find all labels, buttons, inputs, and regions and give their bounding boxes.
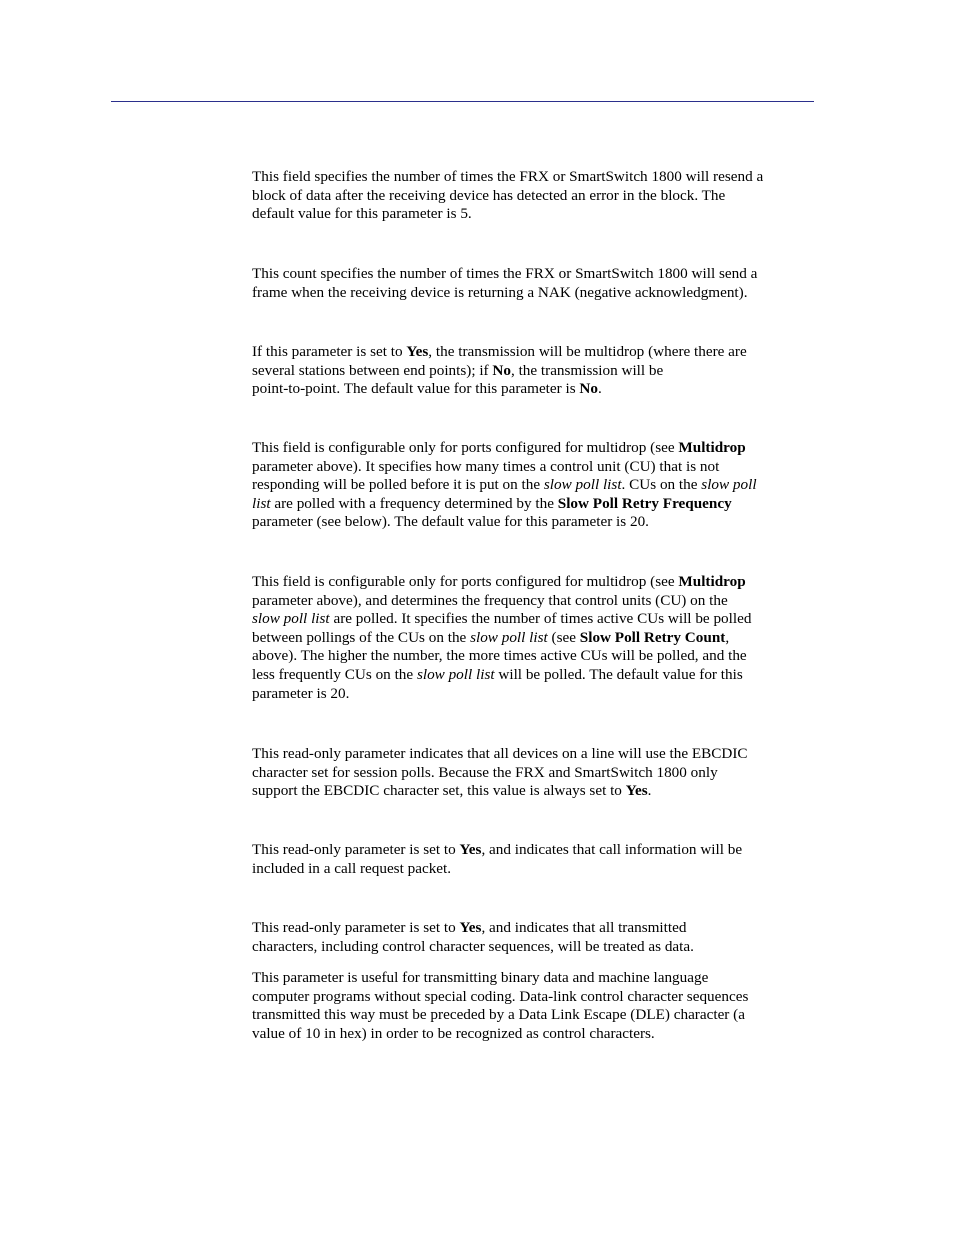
paragraph-slow-poll-retry-count — [252, 439, 818, 532]
text-segment: will be polled. The default value for this — [494, 665, 743, 683]
text-segment: character set for session polls. Because the FRX and SmartSwitch 1800 only — [252, 763, 718, 781]
text-segment: are polled. It specifies the number of times active CUs will be polled — [329, 610, 752, 628]
text-line — [252, 513, 818, 532]
bold-term: Yes — [406, 343, 429, 360]
text-line — [252, 265, 818, 284]
bold-term: Multidrop — [678, 439, 746, 456]
text-line — [252, 629, 818, 648]
text-segment: default value for this parameter is 5. — [252, 205, 472, 223]
text-line — [252, 476, 818, 495]
text-segment: are polled with a frequency determined by the — [270, 494, 558, 512]
text-line — [252, 647, 818, 666]
bold-term: Yes — [625, 782, 648, 800]
bold-term: Slow Poll Retry Frequency — [557, 494, 732, 512]
text-line — [252, 1025, 818, 1044]
text-segment: , the transmission will be multidrop (where there are — [428, 343, 747, 360]
paragraph-slow-poll-retry-frequency — [252, 573, 818, 703]
text-segment: parameter above), and determines the frequency that control units (CU) on the — [252, 591, 728, 609]
text-line — [252, 362, 818, 381]
text-segment: less frequently CUs on the — [252, 665, 417, 683]
text-line — [252, 592, 818, 611]
paragraph-call-info-in-request — [252, 841, 818, 878]
bold-term: No — [579, 380, 598, 398]
text-line — [252, 938, 818, 957]
text-segment: responding will be polled before it is put on the — [252, 476, 544, 494]
text-line — [252, 380, 818, 399]
text-line — [252, 685, 818, 704]
text-segment: computer programs without special coding. Data-link control character sequences — [252, 987, 749, 1005]
header-rule — [111, 101, 814, 102]
paragraph-ebcdic — [252, 745, 818, 801]
text-line — [252, 187, 818, 206]
text-segment: This field specifies the number of times the FRX or SmartSwitch 1800 will resend a — [252, 168, 764, 185]
paragraph-multidrop — [252, 343, 818, 399]
text-segment: , and indicates that call information will be — [481, 841, 743, 858]
text-segment: frame when the receiving device is returning a NAK (negative acknowledgment). — [252, 283, 748, 301]
text-segment: This read-only parameter indicates that all devices on a line will use the EBCDIC — [252, 745, 748, 762]
text-segment: included in a call request packet. — [252, 859, 452, 877]
text-line — [252, 168, 818, 187]
paragraph-transparent-text — [252, 919, 818, 956]
text-line — [252, 860, 818, 879]
text-segment: . — [647, 782, 652, 800]
text-segment: between pollings of the CUs on the — [252, 628, 471, 646]
text-line — [252, 205, 818, 224]
paragraph-retransmit-count — [252, 168, 818, 224]
text-line — [252, 573, 818, 592]
text-line — [252, 495, 818, 514]
italic-term: slow poll list — [543, 476, 622, 494]
paragraph-nak-retry-count — [252, 265, 818, 302]
text-line — [252, 782, 818, 801]
italic-term: slow poll list — [416, 665, 495, 683]
text-segment: block of data after the receiving device has detected an error in the block. The — [252, 186, 726, 204]
text-segment: transmitted this way must be preceded by a Data Link Escape (DLE) character (a — [252, 1006, 745, 1024]
text-segment: characters, including control character sequences, will be treated as data. — [252, 937, 694, 955]
text-segment: If this parameter is set to — [252, 343, 407, 360]
text-segment: , the transmission will be — [510, 361, 664, 379]
text-segment: several stations between end points); if — [252, 361, 493, 379]
italic-term: slow poll list — [470, 628, 548, 646]
text-segment: This count specifies the number of times the FRX or SmartSwitch 1800 will send a — [252, 265, 758, 282]
text-segment: value of 10 in hex) in order to be recognized as control characters. — [252, 1024, 655, 1042]
text-segment: point-to-point. The default value for this parameter is — [252, 380, 580, 398]
text-line — [252, 969, 818, 988]
text-segment: (see — [547, 628, 580, 646]
text-line — [252, 1006, 818, 1025]
text-line — [252, 439, 818, 458]
text-segment: This field is configurable only for ports configured for multidrop (see — [252, 439, 679, 456]
italic-term: slow poll — [701, 476, 757, 494]
text-line — [252, 841, 818, 860]
text-segment: This read-only parameter is set to — [252, 841, 460, 858]
bold-term: Slow Poll Retry Count — [579, 628, 726, 646]
text-line — [252, 284, 818, 303]
text-segment: , and indicates that all transmitted — [481, 919, 687, 936]
bold-term: Yes — [459, 841, 482, 858]
text-segment: above). The higher the number, the more times active CUs will be polled, and the — [252, 647, 747, 665]
text-segment: support the EBCDIC character set, this value is always set to — [252, 782, 626, 800]
italic-term: slow poll list — [252, 610, 330, 628]
text-segment: , — [725, 628, 730, 646]
text-line — [252, 764, 818, 783]
text-line — [252, 458, 818, 477]
bold-term: Multidrop — [678, 573, 746, 590]
text-segment: . — [597, 380, 602, 398]
text-line — [252, 745, 818, 764]
text-segment: parameter is 20. — [252, 684, 350, 702]
bold-term: No — [492, 361, 511, 379]
text-segment: . CUs on the — [621, 476, 702, 494]
text-segment: This field is configurable only for ports configured for multidrop (see — [252, 573, 679, 590]
text-segment: parameter above). It specifies how many times a control unit (CU) that is not — [252, 457, 720, 475]
text-line — [252, 919, 818, 938]
text-line — [252, 610, 818, 629]
text-line — [252, 666, 818, 685]
bold-term: Yes — [459, 919, 482, 936]
text-line — [252, 343, 818, 362]
text-segment: This parameter is useful for transmitting binary data and machine language — [252, 969, 709, 986]
italic-term: list — [252, 494, 271, 512]
text-segment: This read-only parameter is set to — [252, 919, 460, 936]
text-line — [252, 988, 818, 1007]
text-segment: parameter (see below). The default value for this parameter is 20. — [252, 513, 649, 531]
paragraph-transparent-text-note — [252, 969, 818, 1043]
